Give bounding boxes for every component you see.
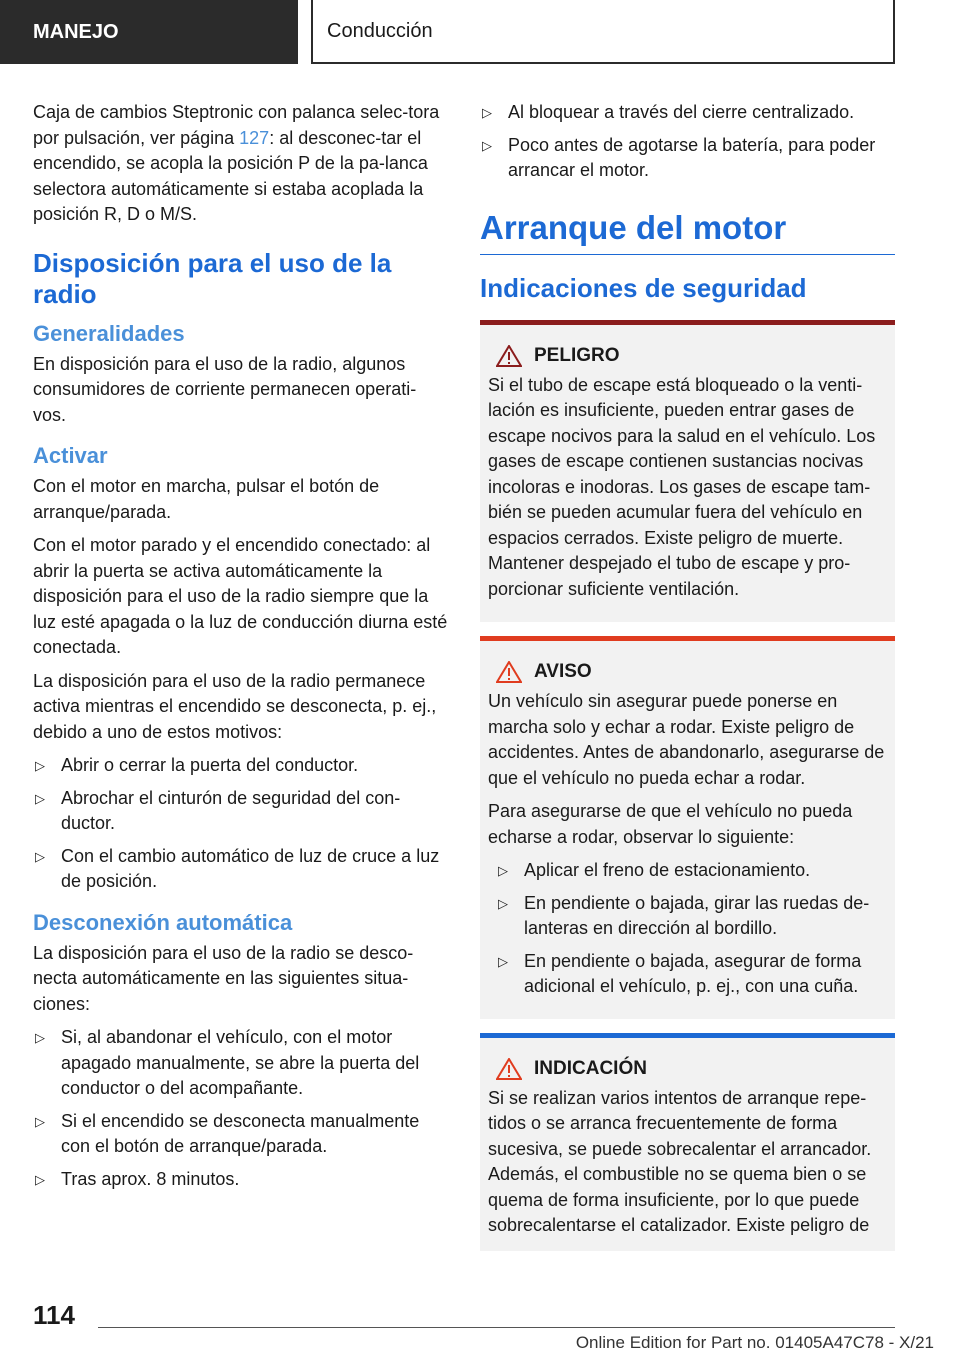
warning-heading bbox=[488, 661, 887, 683]
footer-divider bbox=[98, 1327, 895, 1328]
note-heading bbox=[488, 1058, 887, 1080]
subheading-auto-off: Desconexión automática bbox=[33, 909, 293, 935]
triangle-bullet-icon: ▷ bbox=[498, 895, 508, 911]
list-item-text: Al bloquear a través del cierre centralizado. bbox=[508, 102, 855, 122]
intro-text-end: : al desconec-tar el encendido, se acopla la posición P de la pa-lanca selectora automáticamente si estaba acoplada la posición R, D o M/S. bbox=[33, 127, 428, 224]
triangle-bullet-icon: ▷ bbox=[35, 848, 45, 864]
intro-paragraph bbox=[33, 100, 448, 228]
triangle-bullet-icon: ▷ bbox=[482, 137, 492, 153]
header-chapter-label: Conducción bbox=[327, 19, 433, 42]
warning-triangle-icon bbox=[496, 661, 522, 683]
list-item-text: Si el encendido se desconecta manualmente con el botón de arranque/parada. bbox=[61, 1110, 420, 1156]
list-item-text: Poco antes de agotarse la batería, para poder arrancar el motor. bbox=[508, 134, 876, 180]
danger-heading bbox=[488, 345, 887, 367]
top-continued-list bbox=[480, 100, 895, 184]
right-column bbox=[480, 100, 895, 1265]
activate-paragraph-2: Con el motor parado y el encendido conectado: al abrir la puerta se activa automáticamente la disposición para el uso de la radio siempre que la luz esté apagada o la luz de conducción diurna esté conectada. bbox=[33, 535, 448, 657]
list-item-text: En pendiente o bajada, girar las ruedas de-lanteras en dirección al bordillo. bbox=[524, 892, 870, 938]
note-label: INDICACIÓN bbox=[534, 1057, 647, 1079]
list-item-text: Con el cambio automático de luz de cruce a luz de posición. bbox=[61, 845, 440, 891]
header-section-tab bbox=[0, 0, 298, 64]
triangle-bullet-icon: ▷ bbox=[498, 953, 508, 969]
section-title-radio-standby: Disposición para el uso de la radio bbox=[33, 247, 392, 309]
page-link-127[interactable]: 127 bbox=[239, 127, 270, 148]
list-item bbox=[488, 858, 887, 884]
subheading-activate: Activar bbox=[33, 443, 108, 468]
warning-paragraph-1: Un vehículo sin asegurar puede ponerse en marcha solo y echar a rodar. Existe peligro de accidentes. Antes de abandonarlo, asegurarse de que el vehículo no pueda echar a rodar. bbox=[488, 691, 885, 788]
header-section-label: MANEJO bbox=[33, 20, 119, 43]
list-item-text: En pendiente o bajada, asegurar de forma adicional el vehículo, p. ej., con una cuña. bbox=[524, 950, 862, 996]
list-item bbox=[488, 949, 887, 1000]
triangle-bullet-icon: ▷ bbox=[35, 758, 45, 773]
activate-paragraph-1: Con el motor en marcha, pulsar el botón de arranque/parada. bbox=[33, 476, 380, 522]
triangle-bullet-icon: ▷ bbox=[482, 105, 492, 120]
list-item bbox=[33, 844, 448, 895]
header-chapter-tab bbox=[311, 0, 895, 64]
triangle-bullet-icon: ▷ bbox=[498, 863, 508, 878]
auto-off-text: La disposición para el uso de la radio se desco-necta automáticamente en las siguientes situa-ciones: bbox=[33, 942, 414, 1014]
warning-box bbox=[480, 636, 895, 1019]
triangle-bullet-icon: ▷ bbox=[35, 1030, 45, 1045]
edition-note: Online Edition for Part no. 01405A47C78 - X/21 bbox=[575, 1333, 934, 1352]
list-item-text: Abrir o cerrar la puerta del conductor. bbox=[61, 755, 359, 775]
list-item bbox=[33, 1109, 448, 1160]
danger-box bbox=[480, 320, 895, 623]
section-title-safety: Indicaciones de seguridad bbox=[480, 272, 807, 303]
warning-triangle-icon bbox=[496, 345, 522, 367]
warning-label: AVISO bbox=[534, 661, 592, 682]
list-item-text: Aplicar el freno de estacionamiento. bbox=[524, 860, 811, 880]
note-text: Si se realizan varios intentos de arranque repe-tidos o se arranca frecuentemente de forma sucesiva, se puede sobrecalentar el arrancador. Además, el combustible no se quema bien o se quema de forma insuficiente, por lo que puede sobrecalentarse el catalizador. Existe peligro de bbox=[488, 1087, 872, 1235]
activate-paragraph-3: La disposición para el uso de la radio permanece activa mientras el encendido se desconecta, p. ej., debido a uno de estos motivos: bbox=[33, 670, 437, 742]
page-number: 114 bbox=[33, 1300, 75, 1330]
warning-triangle-icon bbox=[496, 1058, 522, 1080]
list-item bbox=[33, 1025, 448, 1102]
list-item bbox=[488, 891, 887, 942]
left-column bbox=[33, 100, 448, 1202]
activate-list bbox=[33, 753, 448, 895]
list-item bbox=[33, 786, 448, 837]
list-item bbox=[33, 1167, 448, 1193]
danger-text: Si el tubo de escape está bloqueado o la venti-lación es insuficiente, pueden entrar gases de escape nocivos para la salud en el vehículo. Los gases de escape contienen sustancias nocivas incoloras e inodoras. Los gases de escape tam-bién se pueden acumular fuera del vehículo en espacios cerrados. Existe peligro de muerte. Mantener despejado el tubo de escape y pro-porcionar suficiente ventilación. bbox=[488, 374, 876, 599]
warning-paragraph-2: Para asegurarse de que el vehículo no pueda echarse a rodar, observar lo siguiente: bbox=[488, 801, 853, 847]
warning-list bbox=[488, 858, 887, 1000]
list-item-text: Si, al abandonar el vehículo, con el motor apagado manualmente, se abre la puerta del conductor o del acompañante. bbox=[61, 1027, 420, 1098]
list-item bbox=[33, 753, 448, 779]
list-item-text: Tras aprox. 8 minutos. bbox=[61, 1168, 240, 1189]
triangle-bullet-icon: ▷ bbox=[35, 1171, 45, 1187]
intro-text-start: Caja de cambios Steptronic con palanca selec-tora por pulsación, ver página bbox=[33, 102, 440, 148]
note-box bbox=[480, 1033, 895, 1251]
general-text: En disposición para el uso de la radio, algunos consumidores de corriente permanecen operati-vos. bbox=[33, 353, 417, 425]
auto-off-list bbox=[33, 1025, 448, 1192]
list-item bbox=[480, 133, 895, 184]
main-title-engine-start: Arranque del motor bbox=[480, 206, 895, 255]
list-item bbox=[480, 100, 895, 126]
list-item-text: Abrochar el cinturón de seguridad del con-ductor. bbox=[61, 787, 401, 833]
triangle-bullet-icon: ▷ bbox=[35, 1113, 45, 1129]
danger-label: PELIGRO bbox=[534, 344, 620, 366]
subheading-general: Generalidades bbox=[33, 320, 185, 346]
triangle-bullet-icon: ▷ bbox=[35, 790, 45, 806]
